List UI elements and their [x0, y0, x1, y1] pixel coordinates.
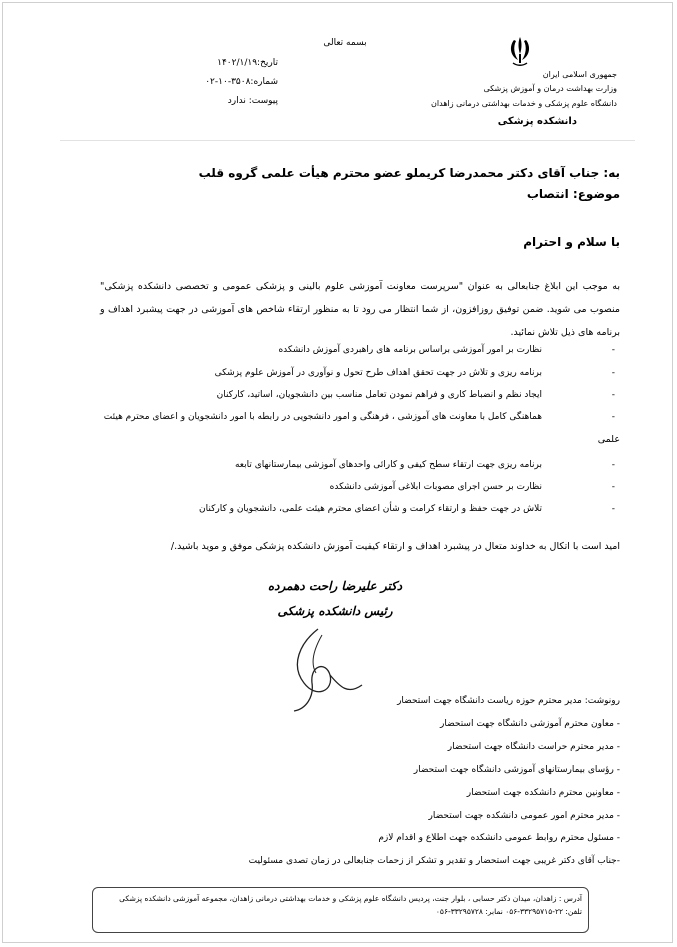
list-item-continuation: علمی: [597, 434, 620, 445]
cc-line: -جناب آقای دکتر غریبی جهت استحضار و تقدیر و تشکر از زحمات جنابعالی در زمان تصدی مسئولیت: [248, 856, 620, 866]
list-dash: -: [611, 504, 615, 514]
page-border: [2, 2, 673, 943]
list-dash: -: [611, 460, 615, 470]
footer-address: آدرس : زاهدان، میدان دکتر حسابی ، بلوار جنت، پردیس دانشگاه علوم پزشکی و خدمات بهداشتی درمانی زاهدان، مجموعه آموزشی دانشکده پزشکی: [119, 894, 582, 903]
closing-sentence: امید است با اتکال به خداوند متعال در پیشبرد اهداف و ارتقاء کیفیت آموزش دانشکده پزشکی موفق و موید باشید./: [170, 541, 620, 552]
list-item-text: برنامه ریزی و تلاش در جهت تحقق اهداف طرح تحول و نوآوری در آموزش علوم پزشکی: [214, 368, 542, 378]
letter-attachment: پیوست: ندارد: [227, 96, 278, 106]
letter-number: شماره:۳۵۰۸-۱۰-۰۲: [205, 77, 278, 87]
institution-line-faculty: دانشکده پزشکی: [497, 116, 577, 127]
intro-paragraph: به موجب این ابلاغ جنابعالی به عنوان "سرپرست معاونت آموزشی علوم بالینی و پزشکی عمومی و تخصصی دانشکده پزشکی" منصوب می شوید. ضمن توفیق روزافزون، از شما انتظار می رود تا به منظور ارتقاء شاخص های آموزشی در جهت پیشبرد اهداف و برنامه های ذیل تلاش نمائید.: [100, 281, 620, 338]
list-item-text: برنامه ریزی جهت ارتقاء سطح کیفی و کارائی واحدهای آموزشی بیمارستانهای تابعه: [234, 460, 542, 470]
cc-line: - مدیر محترم امور عمومی دانشکده جهت استحضار: [428, 811, 620, 821]
signer-title: رئیس دانشکده پزشکی: [277, 604, 393, 618]
list-dash: -: [611, 390, 615, 400]
list-item-text: نظارت بر امور آموزشی براساس برنامه های راهبردی آموزش دانشکده: [278, 345, 542, 355]
recipient-line: به: جناب آقای دکتر محمدرضا کریملو عضو محترم هیأت علمی گروه قلب: [198, 166, 620, 180]
cc-line: - مسئول محترم روابط عمومی دانشکده جهت اطلاع و اقدام لازم: [378, 833, 620, 843]
signer-name: دکتر علیرضا راحت دهمرده: [267, 579, 403, 593]
bismillah: بسمه تعالی: [323, 38, 367, 48]
institution-line-country: جمهوری اسلامی ایران: [542, 70, 617, 79]
list-dash: -: [611, 482, 615, 492]
list-dash: -: [611, 345, 615, 355]
iran-emblem-icon: [505, 34, 535, 68]
cc-line: - معاونین محترم دانشکده جهت استحضار: [466, 788, 620, 798]
list-item-text: هماهنگی کامل با معاونت های آموزشی ، فرهنگی و امور دانشجویی در رابطه با امور دانشجویان و اعضای محترم هیئت: [103, 412, 542, 422]
institution-line-ministry: وزارت بهداشت درمان و آموزش پزشکی: [483, 84, 617, 93]
header-divider: [60, 140, 635, 141]
cc-line: - معاون محترم آموزشی دانشگاه جهت استحضار: [440, 719, 620, 729]
subject-line: موضوع: انتصاب: [526, 187, 620, 201]
letter-date: تاریخ:۱۴۰۲/۱/۱۹: [217, 58, 278, 68]
list-dash: -: [611, 412, 615, 422]
list-item-text: ایجاد نظم و انضباط کاری و فراهم نمودن تعامل مناسب بین دانشجویان، اساتید، کارکنان: [216, 390, 542, 400]
cc-line: - مدیر محترم حراست دانشگاه جهت استحضار: [447, 742, 620, 752]
cc-line: - رؤسای بیمارستانهای آموزشی دانشگاه جهت استحضار: [413, 765, 620, 775]
list-dash: -: [611, 368, 615, 378]
cc-heading: رونوشت: مدیر محترم حوزه ریاست دانشگاه جهت استحضار: [397, 696, 620, 706]
list-item-text: نظارت بر حسن اجرای مصوبات ابلاغی آموزشی دانشکده: [329, 482, 542, 492]
handwritten-signature: [270, 625, 380, 715]
footer-phones: تلفن: ۲۲-۳۳۲۹۵۷۱۵-۰۵۶ نمابر: ۳۳۲۹۵۷۲۸-۰۵۶: [435, 907, 582, 916]
salutation: با سلام و احترام: [523, 235, 620, 249]
footer-address-box: [92, 887, 589, 933]
list-item-text: تلاش در جهت حفظ و ارتقاء کرامت و شأن اعضای محترم هیئت علمی، دانشجویان و کارکنان: [199, 504, 542, 514]
institution-line-university: دانشگاه علوم پزشکی و خدمات بهداشتی درمانی زاهدان: [431, 99, 617, 108]
